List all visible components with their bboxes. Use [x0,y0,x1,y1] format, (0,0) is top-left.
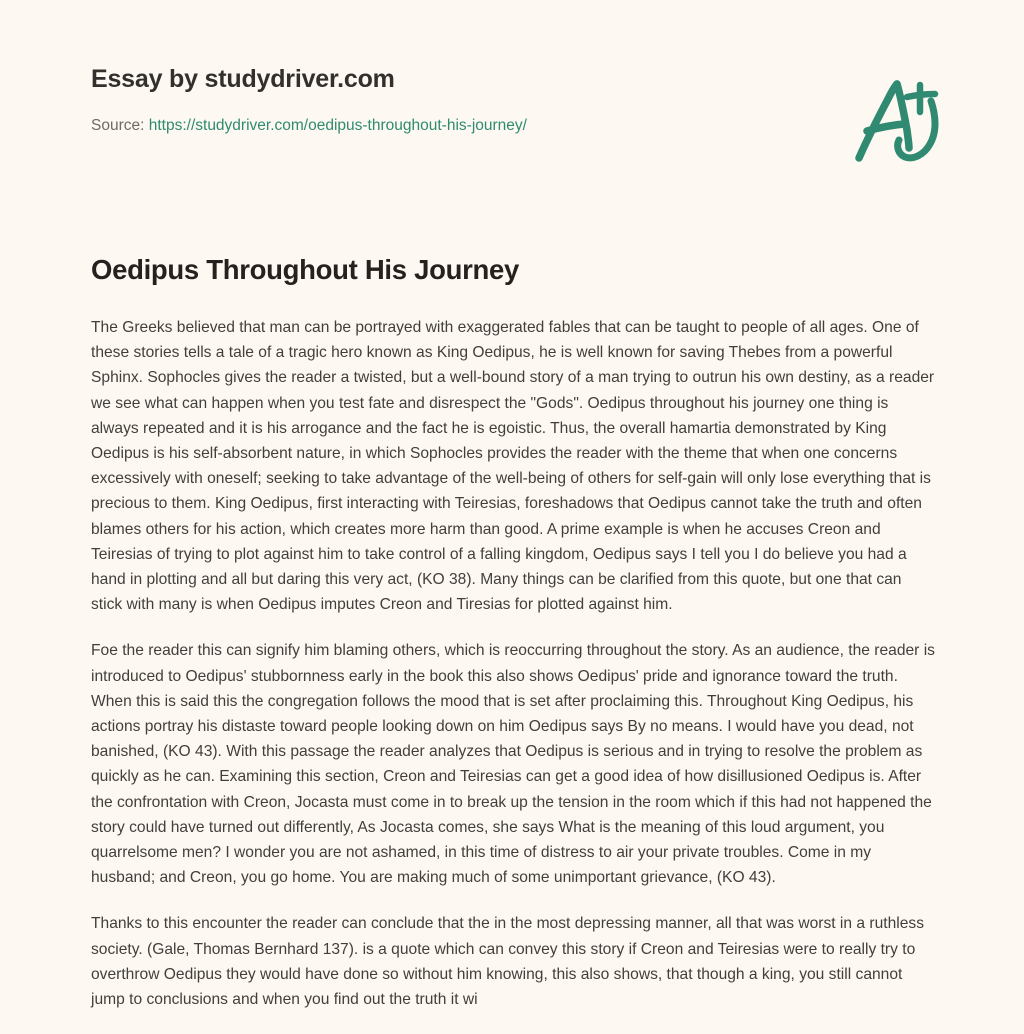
page-title: Oedipus Throughout His Journey [91,254,519,285]
paragraph: The Greeks believed that man can be portrayed with exaggerated fables that can be taught to people of all ages. One of these stories tells a tale of a tragic hero known as King Oedipus, he is well known for saving Thebes from a powerful Sphinx. Sophocles gives the reader a twisted, but a well-bound story of a man trying to outrun his own destiny, as a reader we see what can happen when you test fate and disrespect the "Gods". Oedipus throughout his journey one thing is always repeated and it is his arrogance and the fact he is egoistic. Thus, the overall hamartia demonstrated by King Oedipus is his self-absorbent nature, in which Sophocles provides the reader with the theme that when one concerns excessively with oneself; seeking to take advantage of the well-being of others for self-gain will only lose everything that is precious to them. King Oedipus, first interacting with Teiresias, foreshadows that Oedipus cannot take the truth and often blames others for his action, which creates more harm than good. A prime example is when he accuses Creon and Teiresias of trying to plot against him to take control of a falling kingdom, Oedipus says I tell you I do believe you had a hand in plotting and all but daring this very act, (KO 38). Many things can be clarified from this quote, but one that can stick with many is when Oedipus imputes Creon and Tiresias for plotted against him. [91,319,935,614]
paragraph: Thanks to this encounter the reader can conclude that the in the most depressing manner, all that was worst in a ruthless society. (Gale, Thomas Bernhard 137). is a quote which can convey this story if Creon and Teiresias were to really try to overthrow Oedipus they would have done so without him knowing, this also shows, that though a king, you still cannot jump to conclusions and when you find out the truth it wi [91,915,924,1009]
source-line [91,115,946,137]
article-paragraphs [91,315,936,1012]
brand-title: Essay by studydriver.com [91,65,395,93]
a-plus-icon [850,72,946,170]
source-url-link[interactable]: https://studydriver.com/oedipus-throughout-his-journey/ [148,117,527,134]
article-body [91,252,936,1012]
document-header [91,62,946,182]
source-label: Source: [91,117,145,134]
paragraph: Foe the reader this can signify him blaming others, which is reoccurring throughout the story. As an audience, the reader is introduced to Oedipus' stubbornness early in the book this also shows Oedipus' pride and ignorance toward the truth. When this is said this the congregation follows the mood that is set after proclaiming this. Throughout King Oedipus, his actions portray his distaste toward people looking down on him Oedipus says By no means. I would have you dead, not banished, (KO 43). With this passage the reader analyzes that Oedipus is serious and in trying to resolve the problem as quickly as he can. Examining this section, Creon and Teiresias can get a good idea of how disillusioned Oedipus is. After the confrontation with Creon, Jocasta must come in to break up the tension in the room which if this had not happened the story could have turned out differently, As Jocasta comes, she says What is the meaning of this loud argument, you quarrelsome men? I wonder you are not ashamed, in this time of distress to air your private troubles. Come in my husband; and Creon, you go home. You are making much of some unimportant grievance, (KO 43). [91,642,935,887]
studydriver-a-plus-logo [850,72,946,170]
